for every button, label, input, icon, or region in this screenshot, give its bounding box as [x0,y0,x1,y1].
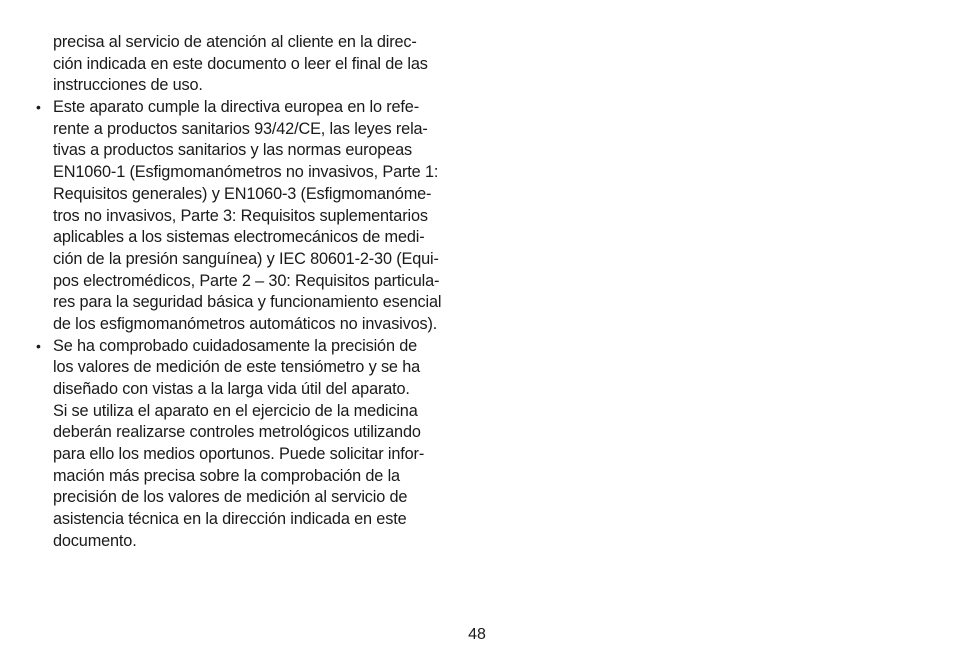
text-line [34,336,474,358]
text-line: ción de la presión sanguínea) y IEC 80601-2-30 (Equi- [53,249,439,268]
text-line: documento. [53,531,137,550]
text-line: pos electromédicos, Parte 2 – 30: Requisitos particula- [53,271,440,290]
text-line: tivas a productos sanitarios y las normas europeas [53,141,413,160]
bullet-icon: • [36,337,41,354]
page-number: 48 [468,626,486,643]
text-column [34,32,474,553]
intro-paragraph [34,32,474,97]
text-line: Si se utiliza el aparato en el ejercicio de la medicina [53,401,418,420]
text-line: tros no invasivos, Parte 3: Requisitos suplementarios [53,206,428,225]
text-line: de los esfigmomanómetros automáticos no invasivos). [53,314,438,333]
text-line [34,97,474,119]
text-line: aplicables a los sistemas electromecánicos de medi- [53,228,425,247]
bullet-item-directive [34,97,474,336]
text-line: los valores de medición de este tensiómetro y se ha [53,358,421,377]
text-line: precisa al servicio de atención al cliente en la direc- [53,33,417,51]
text-line: asistencia técnica en la dirección indicada en este [53,510,407,529]
text-line: para ello los medios oportunos. Puede solicitar infor- [53,445,425,464]
text-line: diseñado con vistas a la larga vida útil del aparato. [53,380,410,398]
text-line: rente a productos sanitarios 93/42/CE, las leyes rela- [53,119,428,138]
bullet-item-precision [34,336,474,553]
bullet-icon: • [36,99,41,116]
text-line: Requisitos generales) y EN1060-3 (Esfigmomanóme- [53,184,432,203]
text-line: deberán realizarse controles metrológicos utilizando [53,423,421,442]
text-line-content: Se ha comprobado cuidadosamente la precisión de [53,336,418,355]
text-line: precisión de los valores de medición al servicio de [53,488,408,507]
text-line: ción indicada en este documento o leer el final de las [53,54,428,73]
text-line: EN1060-1 (Esfigmomanómetros no invasivos, Parte 1: [53,163,439,182]
text-line: mación más precisa sobre la comprobación de la [53,466,400,485]
text-line: res para la seguridad básica y funcionamiento esencial [53,293,442,312]
text-line-content: Este aparato cumple la directiva europea en lo refe- [53,98,419,117]
text-line: instrucciones de uso. [53,76,203,95]
